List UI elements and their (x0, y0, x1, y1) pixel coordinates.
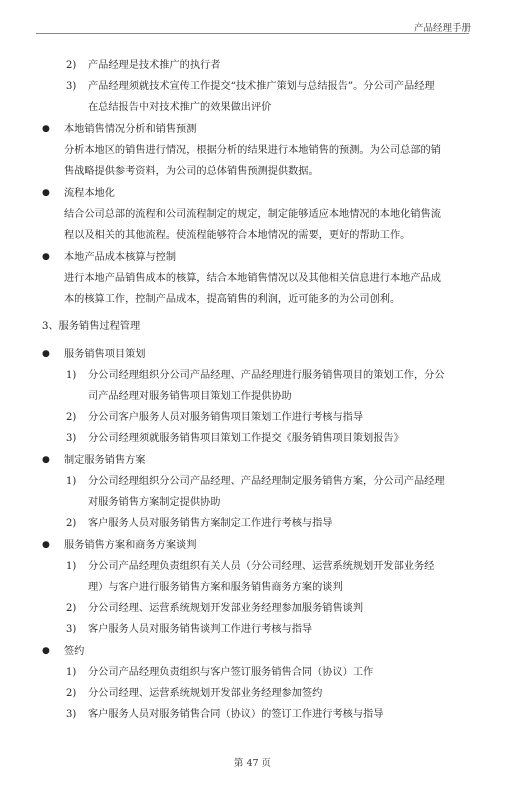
bullet-heading: 制定服务销售方案 (64, 455, 146, 466)
list-number: 1) (66, 476, 77, 487)
list-item-text: 客户服务人员对服务销售谈判工作进行考核与指导 (88, 624, 313, 635)
list-number: 1) (66, 667, 77, 678)
list-number: 2) (66, 603, 77, 614)
bullet-icon: ● (42, 252, 50, 262)
list-number: 3) (66, 709, 77, 720)
header-rule (36, 33, 469, 34)
list-item-text: 分公司经理、运营系统规划开发部业务经理参加签约 (88, 688, 323, 699)
list-item-text: 客户服务人员对服务销售合同（协议）的签订工作进行考核与指导 (88, 709, 384, 720)
bullet-icon: ● (42, 349, 50, 359)
list-item-text: 分公司经理组织分公司产品经理、产品经理制定服务销售方案，分公司产品经理 (88, 476, 445, 487)
list-item-text: 分公司经理、运营系统规划开发部业务经理参加服务销售谈判 (88, 603, 364, 614)
list-item-text: 理）与客户进行服务销售方案和服务销售商务方案的谈判 (88, 582, 343, 593)
bullet-heading: 签约 (64, 646, 85, 657)
list-item-text: 在总结报告中对技术推广的效果做出评价 (88, 102, 272, 113)
list-number: 3) (66, 81, 77, 92)
list-number: 1) (66, 561, 77, 572)
paragraph-line: 售战略提供参考资料，为公司的总体销售预测提供数据。 (64, 166, 319, 177)
page-number: 第 47 页 (233, 758, 272, 769)
list-number: 1) (66, 370, 77, 381)
list-number: 2) (66, 412, 77, 423)
paragraph-line: 进行本地产品销售成本的核算，结合本地销售情况以及其他相关信息进行本地产品成 (64, 273, 441, 284)
list-number: 2) (66, 688, 77, 699)
section-heading: 3、服务销售过程管理 (42, 321, 141, 332)
list-item-text: 分公司经理须就服务销售项目策划工作提交《服务销售项目策划报告》 (88, 433, 404, 444)
paragraph-line: 程以及相关的其他流程。使流程能够符合本地情况的需要，更好的帮助工作。 (64, 230, 411, 241)
bullet-heading: 流程本地化 (64, 188, 115, 199)
bullet-heading: 服务销售方案和商务方案谈判 (64, 540, 197, 551)
bullet-icon: ● (42, 540, 50, 550)
bullet-icon: ● (42, 455, 50, 465)
list-number: 2) (66, 60, 77, 71)
list-item-text: 产品经理是技术推广的执行者 (88, 60, 221, 71)
paragraph-line: 结合公司总部的流程和公司流程制定的规定，制定能够适应本地情况的本地化销售流 (64, 209, 441, 220)
list-item-text: 分公司产品经理负责组织与客户签订服务销售合同（协议）工作 (88, 667, 374, 678)
list-number: 2) (66, 518, 77, 529)
bullet-icon: ● (42, 188, 50, 198)
list-item-text: 对服务销售方案制定提供协助 (88, 497, 221, 508)
list-item-text: 客户服务人员对服务销售方案制定工作进行考核与指导 (88, 518, 333, 529)
list-item-text: 司产品经理对服务销售项目策划工作提供协助 (88, 391, 292, 402)
bullet-heading: 服务销售项目策划 (64, 349, 146, 360)
header-title: 产品经理手册 (413, 23, 471, 34)
paragraph-line: 本的核算工作，控制产品成本，提高销售的利润，近可能多的为公司创利。 (64, 294, 401, 305)
bullet-icon: ● (42, 646, 50, 656)
list-item-text: 分公司客户服务人员对服务销售项目策划工作进行考核与指导 (88, 412, 364, 423)
bullet-heading: 本地销售情况分析和销售预测 (64, 124, 197, 135)
bullet-icon: ● (42, 124, 50, 134)
paragraph-line: 分析本地区的销售进行情况，根据分析的结果进行本地销售的预测。为公司总部的销 (64, 145, 441, 156)
list-item-text: 产品经理须就技术宣传工作提交“技术推广策划与总结报告”。分公司产品经理 (88, 81, 435, 92)
bullet-heading: 本地产品成本核算与控制 (64, 252, 177, 263)
list-item-text: 分公司产品经理负责组织有关人员（分公司经理、运营系统规划开发部业务经 (88, 561, 435, 572)
list-number: 3) (66, 624, 77, 635)
list-number: 3) (66, 433, 77, 444)
list-item-text: 分公司经理组织分公司产品经理、产品经理进行服务销售项目的策划工作，分公 (88, 370, 445, 381)
